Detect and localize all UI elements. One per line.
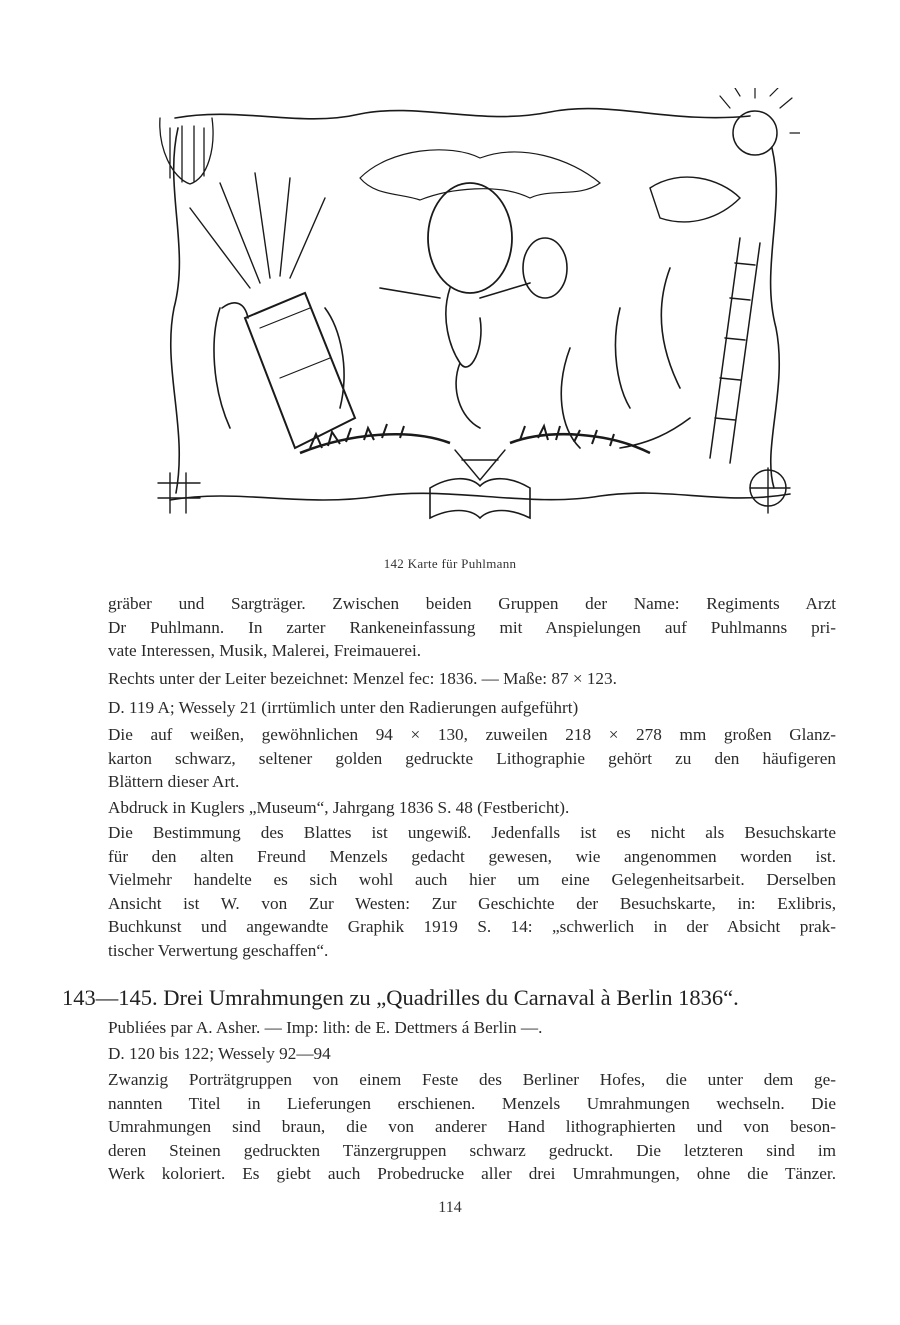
central-egg <box>428 183 512 293</box>
border-right-vine <box>771 148 780 488</box>
entry142-note <box>108 723 836 794</box>
grid-ornament-left <box>158 473 200 513</box>
right-figures <box>561 268 690 448</box>
instruments-right <box>650 177 740 222</box>
text-line: gräber und Sargträger. Zwischen beiden Gruppen der Name: Regiments Arzt <box>108 594 836 613</box>
entry143-heading: 143—145. Drei Umrahmungen zu „Quadrilles du Carnaval à Berlin 1836“. <box>62 985 739 1010</box>
text-line: Buchkunst und angewandte Graphik 1919 S. 14: „schwerlich in der Absicht prak- <box>108 917 836 936</box>
mirror-oval <box>523 238 567 298</box>
text-line: Zwanzig Porträtgruppen von einem Feste des Berliner Hofes, die unter dem ge- <box>108 1070 836 1089</box>
ladder <box>710 238 760 463</box>
entry142-references: D. 119 A; Wessely 21 (irrtümlich unter den Radierungen aufgeführt) <box>108 698 579 717</box>
text-line: karton schwarz, seltener golden gedruckte Lithographie gehört zu den häufigeren <box>108 748 836 768</box>
text-line: Die auf weißen, gewöhnlichen 94 × 130, zuweilen 218 × 278 mm großen Glanz- <box>108 725 836 744</box>
menzel-visiting-card-illustration <box>150 88 800 548</box>
dancing-figure <box>380 283 530 428</box>
gothic-lettering-band <box>300 424 650 453</box>
cloud-of-figures <box>360 150 600 200</box>
entry142-signature-line: Rechts unter der Leiter bezeichnet: Menzel fec: 1836. — Maße: 87 × 123. <box>108 669 617 688</box>
text-line: deren Steinen gedruckten Tänzergruppen schwarz gedruckt. Die letzteren sind im <box>108 1140 836 1160</box>
text-line: Die Bestimmung des Blattes ist ungewiß. Jedenfalls ist es nicht als Besuchskarte <box>108 823 836 842</box>
entry142-description <box>108 592 836 663</box>
entry143-description <box>108 1068 836 1186</box>
text-line: Dr Puhlmann. In zarter Rankeneinfassung mit Anspielungen auf Puhlmanns pri- <box>108 617 836 637</box>
entry143-publisher: Publiées par A. Asher. — Imp: lith: de E. Dettmers á Berlin —. <box>108 1018 543 1037</box>
text-line: für den alten Freund Menzels gedacht gewesen, wie angenommen worden ist. <box>108 846 836 866</box>
figure-caption: 142 Karte für Puhlmann <box>383 556 517 571</box>
lyre-ornament <box>160 118 213 184</box>
palette-ornament <box>733 111 777 155</box>
text-line: nannten Titel in Lieferungen erschienen. Menzels Umrahmungen wechseln. Die <box>108 1093 836 1113</box>
border-top-vine <box>175 109 750 119</box>
entry143-references: D. 120 bis 122; Wessely 92—94 <box>108 1044 331 1063</box>
text-line: Blättern dieser Art. <box>108 772 240 791</box>
border-bottom-vine <box>170 493 790 500</box>
text-line: Ansicht ist W. von Zur Westen: Zur Geschichte der Besuchskarte, in: Exlibris, <box>108 893 836 913</box>
text-line: Umrahmungen sind braun, die von anderer Hand lithographierten und von beson- <box>108 1117 836 1136</box>
text-line: Vielmehr handelte es sich wohl auch hier um eine Gelegenheitsarbeit. Derselben <box>108 870 836 889</box>
entry142-reprint: Abdruck in Kuglers „Museum“, Jahrgang 1836 S. 48 (Festbericht). <box>108 798 570 817</box>
page-number: 114 <box>438 1199 462 1216</box>
text-line: tischer Verwertung geschaffen“. <box>108 940 329 960</box>
text-line: Werk koloriert. Es giebt auch Probedrucke aller drei Umrahmungen, ohne die Tänzer. <box>108 1164 836 1183</box>
entry142-purpose <box>108 821 836 962</box>
weapons-fan <box>190 173 325 288</box>
border-left-vine <box>171 128 180 493</box>
text-line: vate Interessen, Musik, Malerei, Freimauerei. <box>108 641 422 660</box>
